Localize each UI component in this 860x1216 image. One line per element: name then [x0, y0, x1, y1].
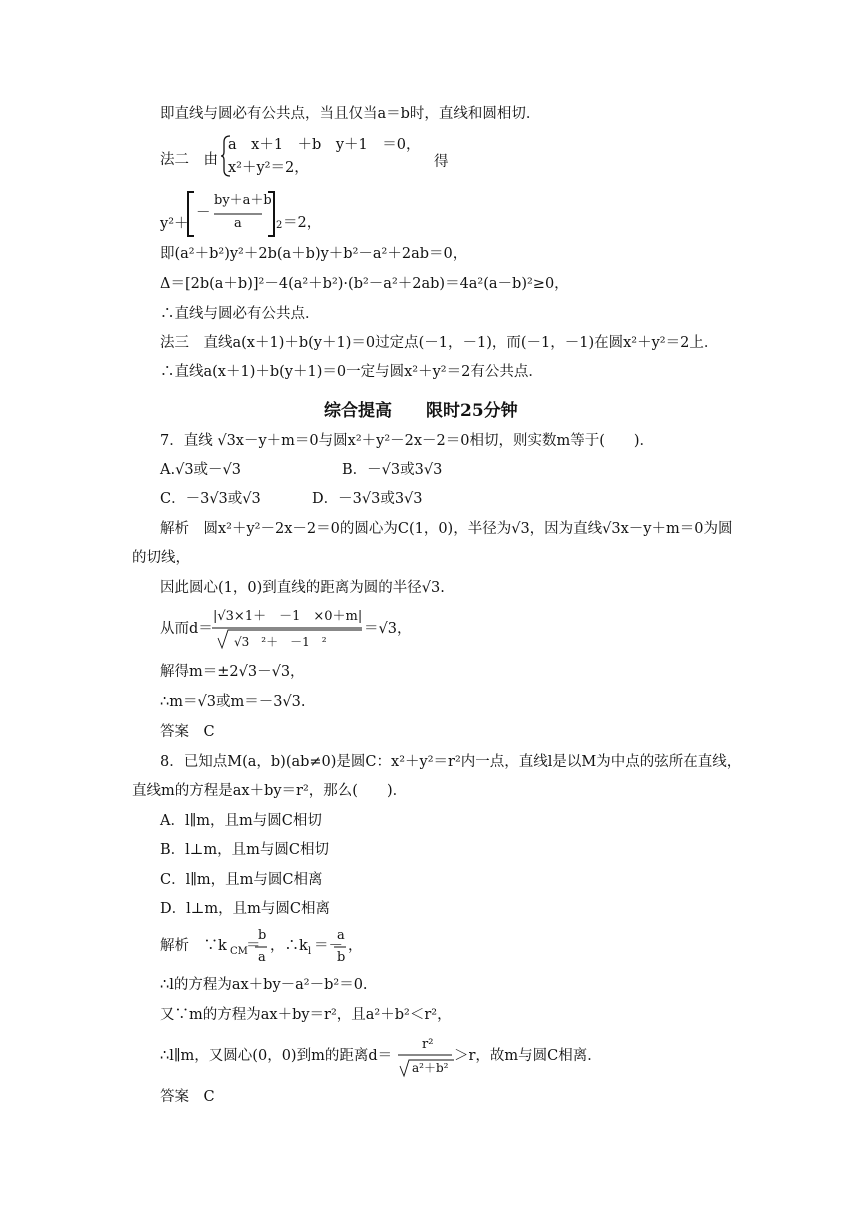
fraction-denominator: a [258, 950, 266, 965]
solution-text: 解析 ∵k [160, 938, 227, 954]
option-b: B．－√3或3√3 [342, 462, 443, 478]
solution-text: 又∵m的方程为ax＋by＝r²，且a²＋b²＜r²， [160, 1007, 452, 1023]
text-line: ∴直线与圆必有公共点． [160, 306, 320, 322]
question-text: 7．直线 √3x－y＋m＝0与圆x²＋y²－2x－2＝0相切，则实数m等于( )． [160, 433, 655, 449]
section-title: 综合提高 限时25分钟 [324, 401, 518, 421]
subscript: l [308, 946, 312, 957]
superscript: 2 [276, 220, 283, 231]
solution-text: ∴l∥m，又圆心(0，0)到m的距离d＝ [160, 1048, 393, 1064]
fraction-bar-icon [334, 946, 348, 949]
text-line: y²＋ [160, 216, 189, 232]
text-line: 法三 直线a(x＋1)＋b(y＋1)＝0过定点(－1，－1)，而(－1，－1)在圆x²＋y²＝2上． [160, 335, 719, 351]
text-line: ＝2， [283, 215, 322, 231]
solution-text: ， [348, 938, 363, 954]
option-a: A.√3或－√3 [160, 462, 242, 478]
answer-text: 答案 C [160, 724, 215, 740]
question-text: 8．已知点M(a，b)(ab≠0)是圆C：x²＋y²＝r²内一点，直线l是以M为中点的弦所在直线， [160, 754, 742, 770]
solution-text: 的切线， [132, 550, 190, 566]
fraction-numerator: |√3×1＋ －1 ×0＋m| [213, 609, 363, 624]
solution-text: ＞r，故m与圆C相离． [454, 1048, 602, 1064]
solution-text: 解析 圆x²＋y²－2x－2＝0的圆心为C(1，0)，半径为√3，因为直线√3x－y＋m＝0为圆 [160, 521, 733, 537]
equation-line: x²＋y²＝2， [228, 160, 309, 176]
equation-line: a x＋1 ＋b y＋1 ＝0， [228, 137, 421, 153]
fraction-denominator: √3 ²＋ －1 ² [234, 635, 327, 649]
option-a: A．l∥m，且m与圆C相切 [160, 813, 322, 829]
solution-text: 因此圆心(1，0)到直线的距离为圆的半径√3. [160, 580, 445, 596]
question-text: 直线m的方程是ax＋by＝r²，那么( )． [132, 783, 408, 799]
fraction-denominator: a [234, 216, 242, 231]
solution-text: ∴l的方程为ax＋by－a²－b²＝0. [160, 977, 368, 993]
text-line: 即(a²＋b²)y²＋2b(a＋b)y＋b²－a²＋2ab＝0， [160, 246, 468, 262]
fraction-numerator: b [258, 928, 267, 943]
text-line: 法二 由 [160, 152, 218, 168]
text-line: 得 [434, 154, 449, 170]
option-c: C．－3√3或√3 [160, 491, 261, 507]
solution-text: 解得m＝±2√3－√3， [160, 664, 305, 680]
fraction-denominator: b [337, 950, 346, 965]
fraction-denominator: a²＋b² [412, 1061, 449, 1075]
text-line: 即直线与圆必有公共点，当且仅当a＝b时，直线和圆相切． [160, 106, 541, 122]
solution-text: ∴m＝√3或m＝－3√3. [160, 694, 306, 710]
option-c: C．l∥m，且m与圆C相离 [160, 872, 323, 888]
fraction-numerator: r² [422, 1037, 434, 1052]
answer-text: 答案 C [160, 1089, 215, 1105]
equals-sign: ＝－ [314, 938, 343, 954]
fraction-numerator: by＋a＋b [214, 193, 272, 208]
fraction-bar-icon [255, 946, 269, 949]
equals-sign: ＝ [246, 938, 261, 954]
text-line: ∴直线a(x＋1)＋b(y＋1)＝0一定与圆x²＋y²＝2有公共点． [160, 364, 543, 380]
option-d: D．l⊥m，且m与圆C相离 [160, 901, 330, 917]
formula-suffix: ＝√3， [364, 621, 412, 637]
subscript: CM [230, 946, 248, 957]
text-line: Δ＝[2b(a＋b)]²－4(a²＋b²)·(b²－a²＋2ab)＝4a²(a－b)²≥0， [160, 276, 569, 292]
option-b: B．l⊥m，且m与圆C相切 [160, 842, 330, 858]
option-d: D．－3√3或3√3 [312, 491, 423, 507]
formula-prefix: 从而d＝ [160, 621, 213, 637]
solution-text: ，∴k [270, 938, 308, 954]
minus-sign: － [196, 205, 211, 221]
fraction-numerator: a [337, 928, 345, 943]
